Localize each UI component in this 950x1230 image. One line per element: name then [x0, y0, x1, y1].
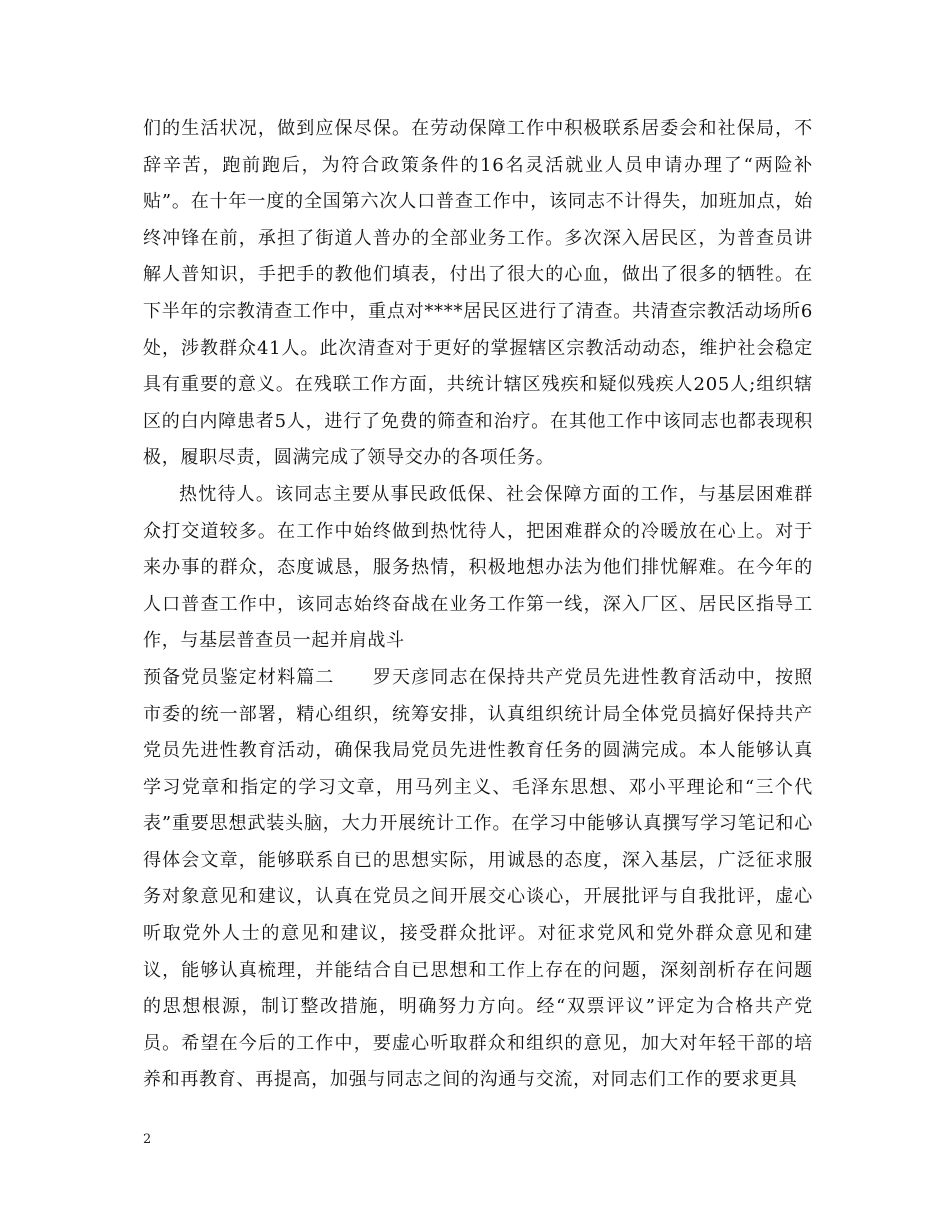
paragraph-enthusiasm: 热忱待人。该同志主要从事民政低保、社会保障方面的工作，与基层困难群众打交道较多。在工作中始终做到热忱待人，把困难群众的冷暖放在心上。对于来办事的群众，态度诚恳，服务热情，积极地想办法为他们排忧解难。在今年的人口普查工作中，该同志始终奋战在业务工作第一线，深入厂区、居民区指导工作，与基层普查员一起并肩战斗: [143, 483, 813, 652]
page-number: 2: [143, 1132, 152, 1147]
paragraph-section-two: 预备党员鉴定材料篇二 罗天彦同志在保持共产党员先进性教育活动中，按照市委的统一部署，精心组织，统筹安排，认真组织统计局全体党员搞好保持共产党员先进性教育活动，确保我局党员先进性教育任务的圆满完成。本人能够认真学习党章和指定的学习文章，用马列主义、毛泽东思想、邓小平理论和“三个代表”重要思想武装头脑，大力开展统计工作。在学习中能够认真撰写学习笔记和心得体会文章，能够联系自已的思想实际，用诚恳的态度，深入基层，广泛征求服务对象意见和建议，认真在党员之间开展交心谈心，开展批评与自我批评，虚心听取党外人士的意见和建议，接受群众批评。对征求党风和党外群众意见和建议，能够认真梳理，并能结合自已思想和工作上存在的问题，深刻剖析存在问题的思想根源，制订整改措施，明确努力方向。经“双票评议”评定为合格共产党员。希望在今后的工作中，要虚心听取群众和组织的意见，加大对年轻干部的培养和再教育、再提高，加强与同志之间的沟通与交流，对同志们工作的要求更具: [143, 666, 813, 1091]
body-text: [143, 111, 813, 1099]
paragraph-continuation: 们的生活状况，做到应保尽保。在劳动保障工作中积极联系居委会和社保局，不辞辛苦，跑前跑后，为符合政策条件的16名灵活就业人员申请办理了“两险补贴”。在十年一度的全国第六次人口普查工作中，该同志不计得失，加班加点，始终冲锋在前，承担了街道人普办的全部业务工作。多次深入居民区，为普查员讲解人普知识，手把手的教他们填表，付出了很大的心血，做出了很多的牺牲。在下半年的宗教清查工作中，重点对****居民区进行了清查。共清查宗教活动场所6处，涉教群众41人。此次清查对于更好的掌握辖区宗教活动动态，维护社会稳定具有重要的意义。在残联工作方面，共统计辖区残疾和疑似残疾人205人;组织辖区的白内障患者5人，进行了免费的筛查和治疗。在其他工作中该同志也都表现积极，履职尽责，圆满完成了领导交办的各项任务。: [143, 118, 813, 469]
